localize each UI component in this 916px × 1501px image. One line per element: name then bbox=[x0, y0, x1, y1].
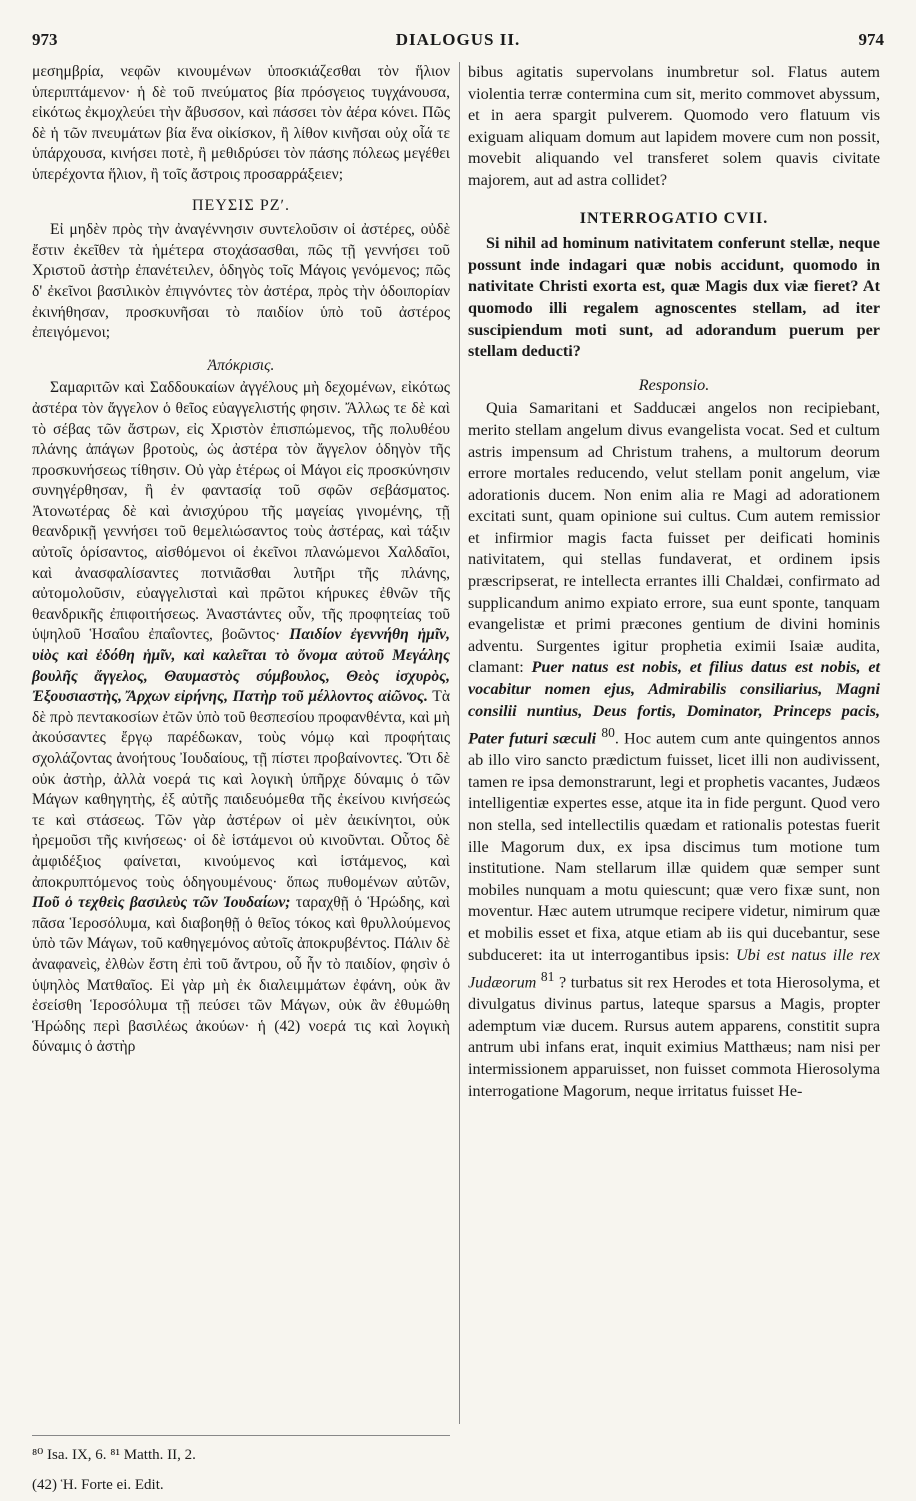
latin-response-part-a: Quia Samaritani et Sadducæi angelos non recipiebant, merito stellam angelum divus evangelista vocat. Sed et cultum astris impensum ad Christum trahens, a multorum deorum errore mortales reducendo, velut stellam ponit angelum, viæ adorationis ducem. Non enim alia re Magi ad adorationem excitati sunt, quam opinione sui cultus. Cum autem remissior et infirmior magis facta fuisset per deificati hominis nativitatem, qui stellas fundaverat, et ordinem ipsis præscripserat, re intellecta errantes illi Chaldæi, confirmato ad supplicandum animo expiato errore, sua eunt sponte, tanquam evangelistæ et primi præcones gentium de divini hominis adventu. Surgentes igitur prophetia eximii Isaiæ audita, clamant: bbox=[468, 399, 880, 677]
greek-response-part-b: Τὰ δὲ πρὸ πεντακοσίων ἐτῶν ὑπὸ τοῦ θεσπεσίου προφανθέντα, καὶ μὴ ἀκούσαντες ἔργῳ παρέδωκαν, τοὺς νόμῳ καὶ προφήταις σχολάζοντας ἀνοήτους Ἰουδαίους, τῇ πίστει προβαίνοντες. Ὅτι δὲ οὐκ ἀστὴρ, ἀλλὰ νοερά τις καὶ λογικὴ ὑπῆρχε δύναμις ὁ τῶν Μάγων καθηγητὴς, ἐξ αὐτῆς παιδευόμεθα τῆς ἐκείνου κινήσεώς τε καὶ στάσεως. Τῶν γὰρ ἀστέρων οἱ μὲν ἀεικίνητοι, οὐκ ἠρεμοῦσι τῆς κινήσεως· οἱ δὲ ἱστάμενοι οὐ κινοῦνται. Οὗτος δὲ ἀμφιδέξιος φαίνεται, κινούμενος καὶ ἱστάμενος, καὶ ἀποκρυπτόμενος τοὺς ὁδηγουμένους· ὅπως πυθομένων αὐτῶν, bbox=[32, 688, 450, 891]
footnote-line-1: ⁸⁰ Isa. IX, 6. ⁸¹ Matth. II, 2. bbox=[32, 1447, 196, 1463]
greek-response-part-c: ταραχθῇ ὁ Ἡρώδης, καὶ πᾶσα Ἱεροσόλυμα, καὶ διαβοηθῇ ὁ θεῖος τόκος καὶ θρυλλούμενος ὑπὸ τῶν Μάγων, τοῦ καθηγεμόνος αὐτοῖς ἀποκρυβέντος. Πάλιν δὲ ἀναφανεὶς, ἐλθὼν ἔστη ἐπὶ τοῦ ἄντρου, οὗ ἦν τὸ παιδίον, φησὶν ὁ ὑψηλὸς Ματθαῖος. Εἰ γὰρ μὴ ἐκ διαλειμμάτων ἐφάνη, οὐκ ἂν ἐσείσθη Ἱεροσόλυμα τῇ πεύσει τῶν Μάγων, οὐκ ἂν ἐθυμώθη Ἡρώδης περὶ βασιλέως ἀκούων· ἡ (42) νοερά τις καὶ λογικὴ δύναμις ὁ ἀστὴρ bbox=[32, 894, 450, 1056]
running-title: DIALOGUS II. bbox=[395, 30, 521, 49]
greek-response-part-a: Σαμαριτῶν καὶ Σαδδουκαίων ἀγγέλους μὴ δεχομένων, εἰκότως ἀστέρα τὸν ἄγγελον ὁ θεῖος εὐαγγελιστής φησιν. Ἄλλως τε δὲ καὶ τὸ σέβας τῶν ἄστρων, εἰς Χριστὸν ἐπισπώμενος, τῆς πολυθέου πλάνης ἀπάγων βροτοὺς, ὡς ἀστέρα τὸν ἄγγελον ὁδηγὸν τῆς προσκυνήσεως τίθησιν. Οὐ γὰρ ἑτέρως οἱ Μάγοι εἰς προσκύνησιν συνηγέρθησαν, ἢ ἐν φαντασίᾳ τοῦ σφῶν σεβάσματος. Ἀτονωτέρας δὲ καὶ ἀνισχύρου τῆς μαγείας γινομένης, τῇ θεανδρικῇ γεννήσει τοῦ θεμελιώσαντος τοὺς ἀστέρας, καὶ τάξιν αὐτοῖς ὁρίσαντος, αἰσθόμενοι οἱ ἐκεῖνοι πλανώμενοι Χαλδαῖοι, καὶ ἀνασφαλίσαντες ποτνιᾶσθαι λυτῆρι τῆς πλάνης, αὐτομολοῦσιν, εὐαγγελισταὶ καὶ πρῶτοι κήρυκες ἐθνῶν τῆς θεανδρικῆς ἐπιφοιτήσεως. Ἀναστάντες οὖν, τῆς προφητείας τοῦ ὑψηλοῦ Ἡσαΐου ἐπαΐοντες, βοῶντος· bbox=[32, 379, 450, 644]
greek-isaiah-quote: Παιδίον ἐγεννήθη ἡμῖν, υἱὸς καὶ ἐδόθη ἡμῖν, καὶ καλεῖται τὸ ὄνομα αὐτοῦ Μεγάλης βουλῆς ἄγγελος, Θαυμαστὸς σύμβουλος, Θεὸς ἰσχυρὸς, Ἐξουσιαστὴς, Ἄρχων εἰρήνης, Πατὴρ τοῦ μέλλοντος αἰῶνος. bbox=[32, 626, 451, 706]
latin-response-part-c: ? turbatus sit rex Herodes et tota Hierosolyma, et divulgatus divinus partus, lateque sparsus a Magis, propter ademptum viæ ducem. Rursus autem apparens, constitit supra antrum ubi infans erat, inquit eximius Matthæus; nam nisi per intermissionem apparuisset, non fuisset commota Hierosolyma interrogatione Magorum, neque irritatus fuisset He- bbox=[468, 973, 880, 1100]
greek-response-text bbox=[32, 378, 450, 1058]
greek-response-heading: Ἀπόκρισις. bbox=[207, 356, 275, 374]
column-divider bbox=[459, 62, 460, 1424]
footnote-rule bbox=[32, 1435, 450, 1436]
page-number-right: 974 bbox=[858, 30, 884, 49]
latin-question-heading: INTERROGATIO CVII. bbox=[579, 209, 769, 227]
page-number-left: 973 bbox=[32, 30, 58, 49]
greek-question-heading: ΠΕΥΣΙΣ ΡΖʹ. bbox=[191, 196, 290, 214]
page-header bbox=[32, 30, 884, 54]
greek-matthew-quote: Ποῦ ὁ τεχθεὶς βασιλεὺς τῶν Ἰουδαίων; bbox=[32, 894, 291, 912]
greek-paragraph-1: μεσημβρία, νεφῶν κινουμένων ὑποσκιάζεσθαι τὸν ἥλιον ὑπεριπτάμενον· ἡ δὲ τοῦ πνεύματος βία πρόσγειος τυγχάνουσα, εἰκότως ἐκμοχλεύει τὴν ἄβυσσον, καὶ πάσσει τὸν ἀέρα κόνει. Πῶς δὲ ἡ τῶν πνευμάτων βία ἕνα οἰκίσκον, ἢ λίθον κινῆσαι οὐχ οἷά τε ὑπάρχουσα, κινήσει ποτὲ, ἢ μεθιδρύσει τὸν πάσης πόλεως μεγέθει ὑπερέχοντα ἥλιον, ἢ τοῖς ἄστροις προσαρράξειεν; bbox=[32, 63, 450, 183]
latin-isaiah-quote: Puer natus est nobis, et filius datus est nobis, et vocabitur nomen ejus, Admirabilis consiliarius, Magni consilii nuntius, Deus fortis, Dominator, Princeps pacis, Pater futuri sæculi bbox=[468, 658, 881, 748]
latin-response-part-b: . Hoc autem cum ante quingentos annos ab illo viro sancto prædictum fuisset, licet illi non audivissent, tamen re ipsa demonstrarunt, legi et prophetis vacantes, Judæos intelligentiæ expertes esse, atque ita in fide pergunt. Quod vero non stella, sed intellectilis quædam et rationalis potestas fuerit ille Magorum dux, ex ipsa discimus tum motione tum institutione. Nam stellarum illæ quidem quæ semper sunt mobiles nunquam a motu quiescunt; quæ vero fixæ sunt, non moventur. Hæc autem utrumque recipere videtur, nimirum quæ et mobilis esset et fixa, atque etiam ab iis qui ducebantur, sese subduceret: ita ut interrogantibus ipsis: bbox=[468, 729, 881, 964]
footnote-ref-81: 81 bbox=[540, 969, 555, 985]
footnote-ref-80: 80 bbox=[601, 725, 615, 741]
latin-column bbox=[468, 62, 880, 1102]
latin-response-heading: Responsio. bbox=[638, 375, 710, 394]
greek-question-text: Εἰ μηδὲν πρὸς τὴν ἀναγέννησιν συντελοῦσιν οἱ ἀστέρες, οὐδὲ ἔστιν ἐκεῖθεν τὰ ἡμέτερα στοχάσασθαι, πῶς τῇ γεννήσει τοῦ Χριστοῦ ἀστὴρ ἐπανέτειλεν, ὁδηγὸς τοῖς Μάγοις γενόμενος; πῶς δ' ἐκεῖνοι βασιλικὸν ἐπιγνόντες τὸν ἀστέρα, πρὸς τὴν ὁδοιπορίαν ἐκινήθησαν, προσκυνῆσαι τὸ παιδίον ὑπὸ τοῦ ἀστέρος ἐπειγόμενοι; bbox=[32, 221, 450, 342]
greek-column bbox=[32, 62, 450, 1058]
footnotes bbox=[32, 1440, 196, 1500]
footnote-line-2: (42) Ἡ. Forte ei. Edit. bbox=[32, 1477, 164, 1493]
latin-question-text: Si nihil ad hominum nativitatem conferunt stellæ, neque possunt inde indagari quæ nobis accidunt, quomodo in nativitate Christi exorta est, quæ Magis dux viæ fieret? At quomodo illi regalem agnoscentes stellam, ad iter suscipiendum moti sunt, ad adorandum puerum per stellam deducti? bbox=[468, 234, 880, 361]
latin-matthew-quote: Ubi est natus ille rex Judæorum bbox=[468, 945, 880, 992]
latin-paragraph-1: bibus agitatis supervolans inumbretur sol. Flatus autem violentia terræ contermina cum sit, merito commovet abyssum, et in aera spargit pulverem. Quomodo vero flatuum vis exiguam aliquam domum aut lapidem movere cum non possit, movebit aliquando vel transferet solem quavis civitate majorem, aut ad astra collidet? bbox=[468, 63, 880, 189]
latin-response-text bbox=[468, 398, 880, 1102]
